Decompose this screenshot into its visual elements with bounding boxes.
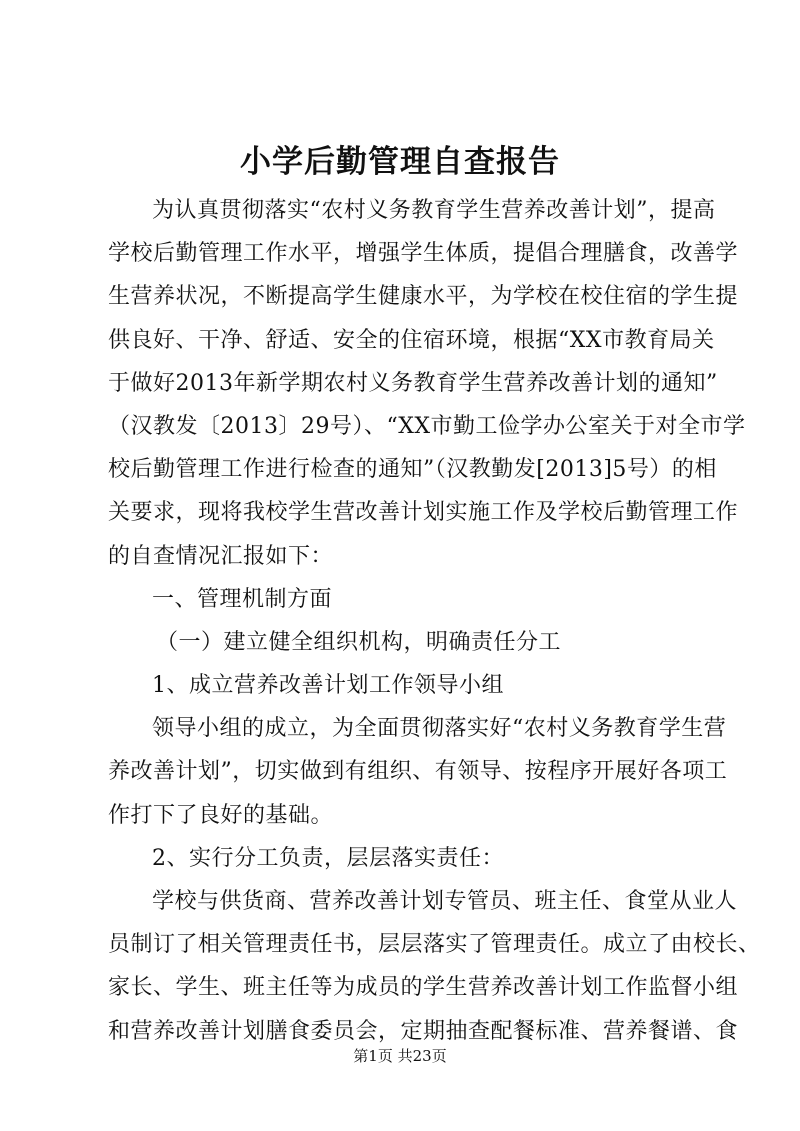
paragraph-line: 的自查情况汇报如下： (108, 543, 334, 569)
paragraph-line: 和营养改善计划膳食委员会，定期抽查配餐标准、营养餐谱、食 (108, 1018, 739, 1044)
subsection-heading: （一）建立健全组织机构，明确责任分工 (156, 629, 562, 655)
paragraph-line: 养改善计划”，切实做到有组织、有领导、按程序开展好各项工 (108, 759, 728, 785)
paragraph-line: 作打下了良好的基础。 (108, 802, 334, 828)
paragraph-line: 学校与供货商、营养改善计划专管员、班主任、食堂从业人 (152, 889, 738, 914)
document-body (108, 189, 761, 1053)
paragraph-line: 生营养状况，不断提高学生健康水平，为学校在校住宿的学生提 (108, 284, 739, 310)
document-title: 小学后勤管理自查报告 (240, 144, 560, 180)
paragraph-line: 为认真贯彻落实“农村义务教育学生营养改善计划”，提高 (152, 198, 716, 223)
paragraph-line: 学校后勤管理工作水平，增强学生体质，提倡合理膳食，改善学 (108, 241, 739, 267)
section-heading: 一、管理机制方面 (152, 586, 333, 612)
paragraph-line: 家长、学生、班主任等为成员的学生营养改善计划工作监督小组 (108, 975, 739, 1001)
paragraph-line: 校后勤管理工作进行检查的通知”（汉教勤发[2013]5号）的相 (108, 457, 717, 483)
paragraph-line: 员制订了相关管理责任书，层层落实了管理责任。成立了由校长、 (108, 932, 761, 958)
paragraph-line: 于做好2013年新学期农村义务教育学生营养改善计划的通知” (108, 370, 718, 396)
paragraph-line: 供良好、干净、舒适、安全的住宿环境，根据“XX市教育局关 (108, 327, 715, 353)
item-heading: 2、实行分工负责，层层落实责任： (152, 845, 504, 871)
page-footer: 第1页 共23页 (353, 1047, 447, 1065)
paragraph-line: 领导小组的成立，为全面贯彻落实好“农村义务教育学生营 (152, 716, 727, 742)
item-heading: 1、成立营养改善计划工作领导小组 (152, 673, 504, 699)
paragraph-line: （汉教发〔2013〕29号）、“XX市勤工俭学办公室关于对全市学 (108, 413, 746, 439)
paragraph-line: 关要求，现将我校学生营改善计划实施工作及学校后勤管理工作 (108, 500, 739, 526)
